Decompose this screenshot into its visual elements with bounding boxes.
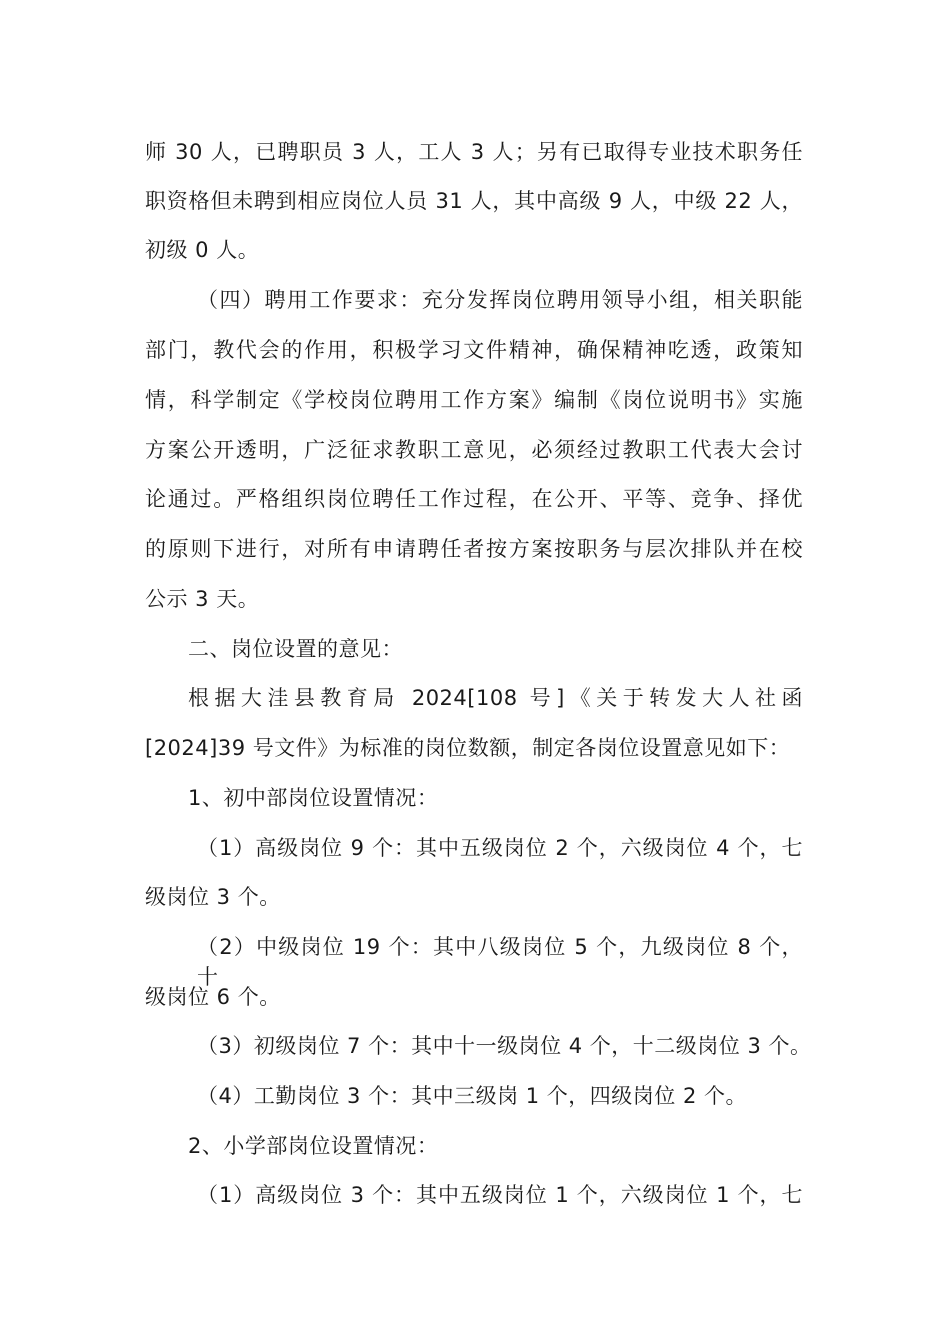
text-line: 部门，教代会的作用，积极学习文件精神，确保精神吃透，政策知 <box>145 338 803 362</box>
text-line: 方案公开透明，广泛征求教职工意见，必须经过教职工代表大会讨 <box>145 438 803 462</box>
text-line: 职资格但未聘到相应岗位人员 31 人，其中高级 9 人，中级 22 人， <box>145 189 803 213</box>
text-line: 公示 3 天。 <box>145 587 260 611</box>
list-item: （4）工勤岗位 3 个：其中三级岗 1 个，四级岗位 2 个。 <box>197 1084 747 1108</box>
text-line: 的原则下进行，对所有申请聘任者按方案按职务与层次排队并在校 <box>145 537 803 561</box>
list-item: （3）初级岗位 7 个：其中十一级岗位 4 个，十二级岗位 3 个。 <box>197 1034 812 1058</box>
text-line: 情，科学制定《学校岗位聘用工作方案》编制《岗位说明书》实施 <box>145 388 803 412</box>
text-line: [2024]39 号文件》为标准的岗位数额，制定各岗位设置意见如下： <box>145 736 791 760</box>
text-line: 初级 0 人。 <box>145 238 260 262</box>
list-item: （2）中级岗位 19 个：其中八级岗位 5 个，九级岗位 8 个，十 <box>197 935 803 989</box>
text-line: 论通过。严格组织岗位聘任工作过程，在公开、平等、竞争、择优 <box>145 487 803 511</box>
subsection-heading: 1、初中部岗位设置情况： <box>188 786 439 810</box>
text-line: 师 30 人，已聘职员 3 人，工人 3 人；另有已取得专业技术职务任 <box>145 140 803 164</box>
paragraph-first-line: 根据大洼县教育局 2024[108 号]《关于转发大人社函 <box>188 686 803 710</box>
paragraph-first-line: （四）聘用工作要求：充分发挥岗位聘用领导小组，相关职能 <box>197 288 803 312</box>
text-line: 级岗位 6 个。 <box>145 985 281 1009</box>
list-item: （1）高级岗位 9 个：其中五级岗位 2 个，六级岗位 4 个，七 <box>197 836 803 860</box>
text-line: 级岗位 3 个。 <box>145 885 281 909</box>
subsection-heading: 2、小学部岗位设置情况： <box>188 1134 439 1158</box>
list-item: （1）高级岗位 3 个：其中五级岗位 1 个，六级岗位 1 个，七 <box>197 1183 803 1207</box>
section-heading: 二、岗位设置的意见： <box>188 637 403 661</box>
